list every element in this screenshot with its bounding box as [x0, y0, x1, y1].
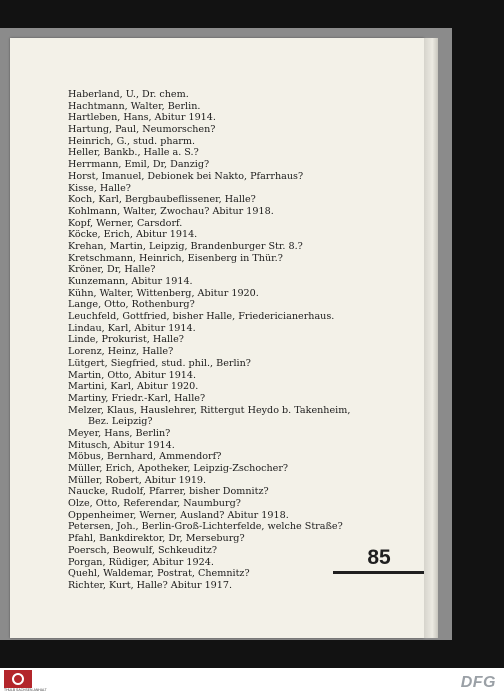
list-item: Kunzemann, Abitur 1914.: [68, 276, 193, 287]
list-item: Martini, Karl, Abitur 1920.: [68, 381, 199, 393]
list-item: Kopf, Werner, Carsdorf.: [68, 217, 183, 229]
page-number: 85: [367, 546, 391, 569]
list-item: Kühn, Walter, Wittenberg, Abitur 1920.: [68, 287, 259, 299]
library-logo-text: THULB SACHSEN-ANHALT: [4, 688, 47, 692]
list-item: Lange, Otto, Rothenburg?: [68, 299, 195, 311]
list-item: Heinrich, G., stud. pharm.: [68, 135, 196, 147]
list-item: Kretschmann, Heinrich, Eisenberg in Thür.?: [68, 252, 283, 264]
list-item: Kröner, Dr, Halle?: [68, 264, 156, 276]
list-item: Müller, Robert, Abitur 1919.: [68, 474, 207, 486]
list-item: Horst, Imanuel, Debionek bei Nakto, Pfarrhaus?: [68, 170, 304, 182]
list-item: Heller, Bankb., Halle a. S.?: [68, 147, 199, 159]
viewer-footer: [0, 668, 504, 698]
list-item: Haberland, U., Dr. chem.: [68, 89, 189, 100]
library-logo-icon: [4, 670, 32, 688]
list-item: Linde, Prokurist, Halle?: [68, 334, 184, 346]
list-item: Melzer, Klaus, Hauslehrer, Rittergut Heydo b. Takenheim,: [68, 404, 351, 416]
name-list: [68, 89, 368, 592]
list-item: Lindau, Karl, Abitur 1914.: [68, 322, 196, 334]
list-item: Petersen, Joh., Berlin-Groß-Lichterfelde, welche Straße?: [68, 521, 343, 533]
list-item: Hartung, Paul, Neumorschen?: [68, 124, 216, 136]
page-number-rule: [333, 571, 424, 574]
list-item: Möbus, Bernhard, Ammendorf?: [68, 451, 222, 463]
dfg-logo: DFG: [460, 674, 496, 691]
list-item: Martin, Otto, Abitur 1914.: [68, 369, 197, 381]
list-item: Mitusch, Abitur 1914.: [68, 439, 175, 451]
list-item: Meyer, Hans, Berlin?: [68, 427, 171, 439]
list-item: Kisse, Halle?: [68, 182, 131, 194]
list-item: Lütgert, Siegfried, stud. phil., Berlin?: [68, 357, 251, 369]
list-item: Olze, Otto, Referendar, Naumburg?: [68, 498, 241, 510]
list-item: Pfahl, Bankdirektor, Dr, Merseburg?: [68, 533, 245, 545]
list-item: Porgan, Rüdiger, Abitur 1924.: [68, 556, 214, 568]
list-item: Richter, Kurt, Halle? Abitur 1917.: [68, 579, 233, 591]
list-item: Leuchfeld, Gottfried, bisher Halle, Friedericianerhaus.: [68, 311, 335, 323]
list-item: Quehl, Waldemar, Postrat, Chemnitz?: [68, 568, 250, 580]
list-item: Lorenz, Heinz, Halle?: [68, 346, 174, 358]
library-logo: [4, 670, 47, 696]
list-item: Krehan, Martin, Leipzig, Brandenburger Str. 8.?: [68, 240, 303, 252]
page-stack-edge: [424, 38, 438, 638]
list-item: Hachtmann, Walter, Berlin.: [68, 100, 201, 112]
list-item: Poersch, Beowulf, Schkeuditz?: [68, 544, 218, 556]
list-item: Herrmann, Emil, Dr, Danzig?: [68, 159, 210, 171]
list-item: Koch, Karl, Bergbaubeflissener, Halle?: [68, 194, 256, 206]
list-item: Naucke, Rudolf, Pfarrer, bisher Domnitz?: [68, 486, 269, 498]
list-item: Hartleben, Hans, Abitur 1914.: [68, 112, 216, 124]
list-item: Köcke, Erich, Abitur 1914.: [68, 229, 198, 241]
list-item: Kohlmann, Walter, Zwochau? Abitur 1918.: [68, 205, 274, 217]
list-item: Müller, Erich, Apotheker, Leipzig-Zschocher?: [68, 463, 289, 474]
list-item-continuation: Bez. Leipzig?: [88, 416, 153, 428]
list-item: Martiny, Friedr.-Karl, Halle?: [68, 392, 206, 404]
list-item: Oppenheimer, Werner, Ausland? Abitur 1918.: [68, 509, 289, 521]
